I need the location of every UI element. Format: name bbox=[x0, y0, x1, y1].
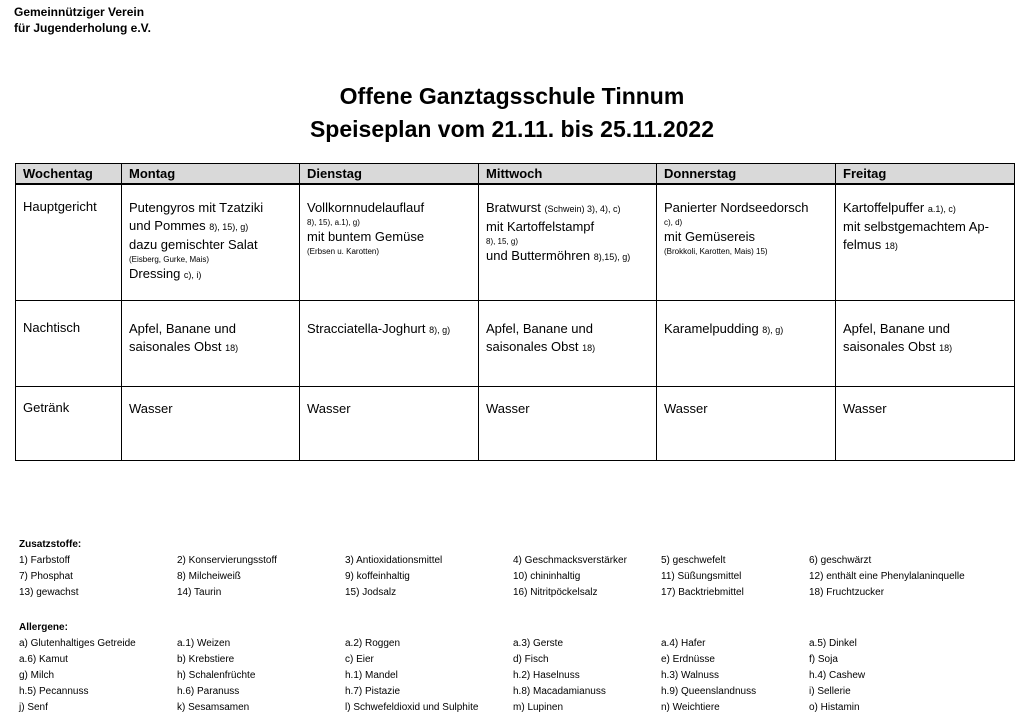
dish-codes: a.1), c) bbox=[927, 204, 956, 214]
allergens-legend bbox=[19, 621, 1009, 715]
allergen-item: a) Glutenhaltiges Getreide bbox=[19, 637, 136, 649]
dish-codes: 8), g) bbox=[762, 325, 784, 335]
allergen-item: h) Schalenfrüchte bbox=[177, 669, 256, 681]
menu-cell-freitag bbox=[836, 184, 1015, 301]
dish-line bbox=[129, 217, 292, 236]
dish-text: mit Kartoffelstampf bbox=[486, 219, 595, 234]
menu-cell-montag bbox=[122, 184, 300, 301]
dish-line bbox=[129, 320, 292, 338]
allergen-item-row bbox=[19, 635, 1009, 651]
allergen-item: h.4) Cashew bbox=[809, 669, 866, 681]
allergen-item: c) Eier bbox=[345, 653, 374, 665]
dish-line bbox=[843, 199, 1007, 218]
allergen-item: a.2) Roggen bbox=[345, 637, 401, 649]
additive-item: 7) Phosphat bbox=[19, 570, 73, 582]
header-dienstag: Dienstag bbox=[300, 164, 479, 185]
allergen-item: h.3) Walnuss bbox=[661, 669, 719, 681]
dish-line bbox=[129, 400, 292, 418]
dish-text: saisonales Obst bbox=[486, 339, 583, 354]
allergen-item: a.1) Weizen bbox=[177, 637, 231, 649]
additives-legend bbox=[19, 538, 1009, 600]
allergen-item-row bbox=[19, 699, 1009, 715]
allergen-item: e) Erdnüsse bbox=[661, 653, 715, 665]
dish-text: Panierter Nordseedorsch bbox=[664, 200, 809, 215]
dish-text: Wasser bbox=[486, 401, 530, 416]
dish-codes: 18) bbox=[225, 343, 239, 353]
dish-text: mit selbstgemachtem Ap- bbox=[843, 219, 989, 234]
additive-item: 13) gewachst bbox=[19, 586, 79, 598]
dish-text: Dressing bbox=[129, 266, 184, 281]
menu-cell-donnerstag bbox=[657, 184, 836, 301]
menu-header-row bbox=[16, 164, 1015, 185]
dish-codes: 18) bbox=[939, 343, 953, 353]
allergen-item: f) Soja bbox=[809, 653, 838, 665]
dish-line bbox=[843, 236, 1007, 255]
dish-text: saisonales Obst bbox=[129, 339, 226, 354]
dish-line bbox=[129, 236, 292, 254]
dish-codes: (Schwein) 3), 4), c) bbox=[544, 204, 621, 214]
dish-text: Wasser bbox=[664, 401, 708, 416]
dish-text: Vollkornnudelauflauf bbox=[307, 200, 425, 215]
dish-text: dazu gemischter Salat bbox=[129, 237, 258, 252]
allergen-item: d) Fisch bbox=[513, 653, 549, 665]
allergen-item: h.5) Pecannuss bbox=[19, 685, 89, 697]
dish-text: Apfel, Banane und bbox=[129, 321, 236, 336]
dish-text: (Eisberg, Gurke, Mais) bbox=[129, 255, 210, 264]
header-donnerstag: Donnerstag bbox=[657, 164, 836, 185]
dish-line bbox=[843, 400, 1007, 418]
allergen-item: j) Senf bbox=[19, 701, 48, 713]
dish-line bbox=[307, 217, 471, 228]
header-montag: Montag bbox=[122, 164, 300, 185]
organization-line-1: Gemeinnütziger Verein bbox=[14, 5, 145, 19]
additive-item: 12) enthält eine Phenylalaninquelle bbox=[809, 570, 965, 582]
row-label: Nachtisch bbox=[16, 301, 122, 387]
dish-line bbox=[129, 199, 292, 217]
additive-item: 14) Taurin bbox=[177, 586, 222, 598]
allergen-item-row bbox=[19, 667, 1009, 683]
dish-text: und Buttermöhren bbox=[486, 248, 594, 263]
dish-text: (Erbsen u. Karotten) bbox=[307, 247, 380, 256]
allergen-item: g) Milch bbox=[19, 669, 55, 681]
allergen-item: a.3) Gerste bbox=[513, 637, 564, 649]
dish-text: Kartoffelpuffer bbox=[843, 200, 928, 215]
dish-text: Wasser bbox=[843, 401, 887, 416]
dish-text: und Pommes bbox=[129, 218, 210, 233]
dish-line bbox=[486, 320, 649, 338]
additive-item-row bbox=[19, 552, 1009, 568]
additive-item: 6) geschwärzt bbox=[809, 554, 872, 566]
allergen-item: b) Krebstiere bbox=[177, 653, 235, 665]
dish-line bbox=[129, 254, 292, 265]
dish-line bbox=[307, 228, 471, 246]
dish-line bbox=[486, 247, 649, 266]
allergen-item: h.9) Queenslandnuss bbox=[661, 685, 757, 697]
dish-line bbox=[664, 217, 828, 228]
dish-text: mit buntem Gemüse bbox=[307, 229, 425, 244]
dish-line bbox=[307, 246, 471, 257]
row-label: Getränk bbox=[16, 387, 122, 461]
dish-line bbox=[843, 218, 1007, 236]
allergen-item: a.5) Dinkel bbox=[809, 637, 857, 649]
header-freitag: Freitag bbox=[836, 164, 1015, 185]
allergen-item: o) Histamin bbox=[809, 701, 860, 713]
organization-name bbox=[14, 4, 151, 36]
dish-text: Wasser bbox=[129, 401, 173, 416]
organization-line-2: für Jugenderholung e.V. bbox=[14, 21, 151, 35]
row-label: Hauptgericht bbox=[16, 184, 122, 301]
header-mittwoch: Mittwoch bbox=[479, 164, 657, 185]
dish-line bbox=[664, 199, 828, 217]
menu-row-getraenk bbox=[16, 387, 1015, 461]
menu-cell-montag bbox=[122, 387, 300, 461]
additive-item: 15) Jodsalz bbox=[345, 586, 397, 598]
menu-cell-freitag bbox=[836, 387, 1015, 461]
dish-line bbox=[664, 400, 828, 418]
additive-item-row bbox=[19, 584, 1009, 600]
dish-line bbox=[664, 320, 828, 339]
additive-item: 5) geschwefelt bbox=[661, 554, 726, 566]
dish-line bbox=[843, 320, 1007, 338]
dish-text: Wasser bbox=[307, 401, 351, 416]
dish-text: 8), 15, g) bbox=[486, 237, 519, 246]
allergen-item: a.6) Kamut bbox=[19, 653, 68, 665]
dish-codes: 8),15), g) bbox=[593, 252, 631, 262]
dish-text: Apfel, Banane und bbox=[843, 321, 950, 336]
allergen-item: h.8) Macadamianuss bbox=[513, 685, 606, 697]
additive-item: 10) chininhaltig bbox=[513, 570, 581, 582]
dish-line bbox=[307, 199, 471, 217]
dish-codes: 8), g) bbox=[429, 325, 451, 335]
additive-item: 1) Farbstoff bbox=[19, 554, 70, 566]
additives-table bbox=[19, 552, 1009, 600]
dish-text: mit Gemüsereis bbox=[664, 229, 756, 244]
dish-text: saisonales Obst bbox=[843, 339, 940, 354]
additive-item: 8) Milcheiweiß bbox=[177, 570, 241, 582]
dish-line bbox=[129, 338, 292, 357]
allergen-item: n) Weichtiere bbox=[661, 701, 720, 713]
dish-codes: 18) bbox=[884, 241, 898, 251]
allergen-item: i) Sellerie bbox=[809, 685, 851, 697]
dish-text: Stracciatella-Joghurt bbox=[307, 321, 430, 336]
allergen-item-row bbox=[19, 651, 1009, 667]
menu-cell-dienstag bbox=[300, 387, 479, 461]
allergens-heading: Allergene: bbox=[19, 622, 68, 633]
additive-item: 3) Antioxidationsmittel bbox=[345, 554, 443, 566]
menu-cell-montag bbox=[122, 301, 300, 387]
menu-cell-mittwoch bbox=[479, 184, 657, 301]
menu-cell-donnerstag bbox=[657, 387, 836, 461]
additive-item: 16) Nitritpöckelsalz bbox=[513, 586, 598, 598]
menu-cell-donnerstag bbox=[657, 301, 836, 387]
allergen-item: h.2) Haselnuss bbox=[513, 669, 580, 681]
dish-line bbox=[486, 236, 649, 247]
dish-line bbox=[664, 228, 828, 246]
dish-line bbox=[129, 265, 292, 284]
dish-line bbox=[307, 400, 471, 418]
allergen-item: l) Schwefeldioxid und Sulphite bbox=[345, 701, 479, 713]
additive-item: 2) Konservierungsstoff bbox=[177, 554, 277, 566]
menu-cell-freitag bbox=[836, 301, 1015, 387]
additive-item: 9) koffeinhaltig bbox=[345, 570, 410, 582]
allergen-item: a.4) Hafer bbox=[661, 637, 706, 649]
menu-cell-mittwoch bbox=[479, 301, 657, 387]
allergen-item: m) Lupinen bbox=[513, 701, 564, 713]
dish-text: 8), 15), a.1), g) bbox=[307, 218, 360, 227]
menu-cell-mittwoch bbox=[479, 387, 657, 461]
dish-codes: 18) bbox=[582, 343, 596, 353]
menu-row-nachtisch bbox=[16, 301, 1015, 387]
dish-line bbox=[486, 199, 649, 218]
additive-item: 11) Süßungsmittel bbox=[661, 570, 742, 582]
dish-text: Karamelpudding bbox=[664, 321, 763, 336]
dish-codes: 8), 15), g) bbox=[209, 222, 249, 232]
dish-text: (Brokkoli, Karotten, Mais) 15) bbox=[664, 247, 768, 256]
allergen-item: h.6) Paranuss bbox=[177, 685, 240, 697]
dish-line bbox=[486, 338, 649, 357]
header-wochentag: Wochentag bbox=[16, 164, 122, 185]
dish-text: felmus bbox=[843, 237, 885, 252]
allergens-table bbox=[19, 635, 1009, 715]
menu-cell-dienstag bbox=[300, 301, 479, 387]
dish-text: c), d) bbox=[664, 218, 683, 227]
allergen-item: k) Sesamsamen bbox=[177, 701, 250, 713]
dish-line bbox=[843, 338, 1007, 357]
additives-heading: Zusatzstoffe: bbox=[19, 539, 82, 550]
allergen-item-row bbox=[19, 683, 1009, 699]
additive-item: 17) Backtriebmittel bbox=[661, 586, 744, 598]
dish-text: Putengyros mit Tzatziki bbox=[129, 200, 264, 215]
dish-line bbox=[486, 218, 649, 236]
menu-row-hauptgericht bbox=[16, 184, 1015, 301]
additive-item-row bbox=[19, 568, 1009, 584]
document-title: Offene Ganztagsschule Tinnum bbox=[339, 83, 685, 109]
additive-item: 4) Geschmacksverstärker bbox=[513, 554, 627, 566]
dish-line bbox=[486, 400, 649, 418]
allergen-item: h.7) Pistazie bbox=[345, 685, 401, 697]
dish-text: Apfel, Banane und bbox=[486, 321, 593, 336]
dish-line bbox=[307, 320, 471, 339]
menu-table bbox=[15, 163, 1015, 461]
dish-line bbox=[664, 246, 828, 257]
additive-item: 18) Fruchtzucker bbox=[809, 586, 885, 598]
menu-cell-dienstag bbox=[300, 184, 479, 301]
allergen-item: h.1) Mandel bbox=[345, 669, 398, 681]
document-subtitle: Speiseplan vom 21.11. bis 25.11.2022 bbox=[309, 116, 715, 142]
dish-codes: c), i) bbox=[183, 270, 202, 280]
dish-text: Bratwurst bbox=[486, 200, 545, 215]
